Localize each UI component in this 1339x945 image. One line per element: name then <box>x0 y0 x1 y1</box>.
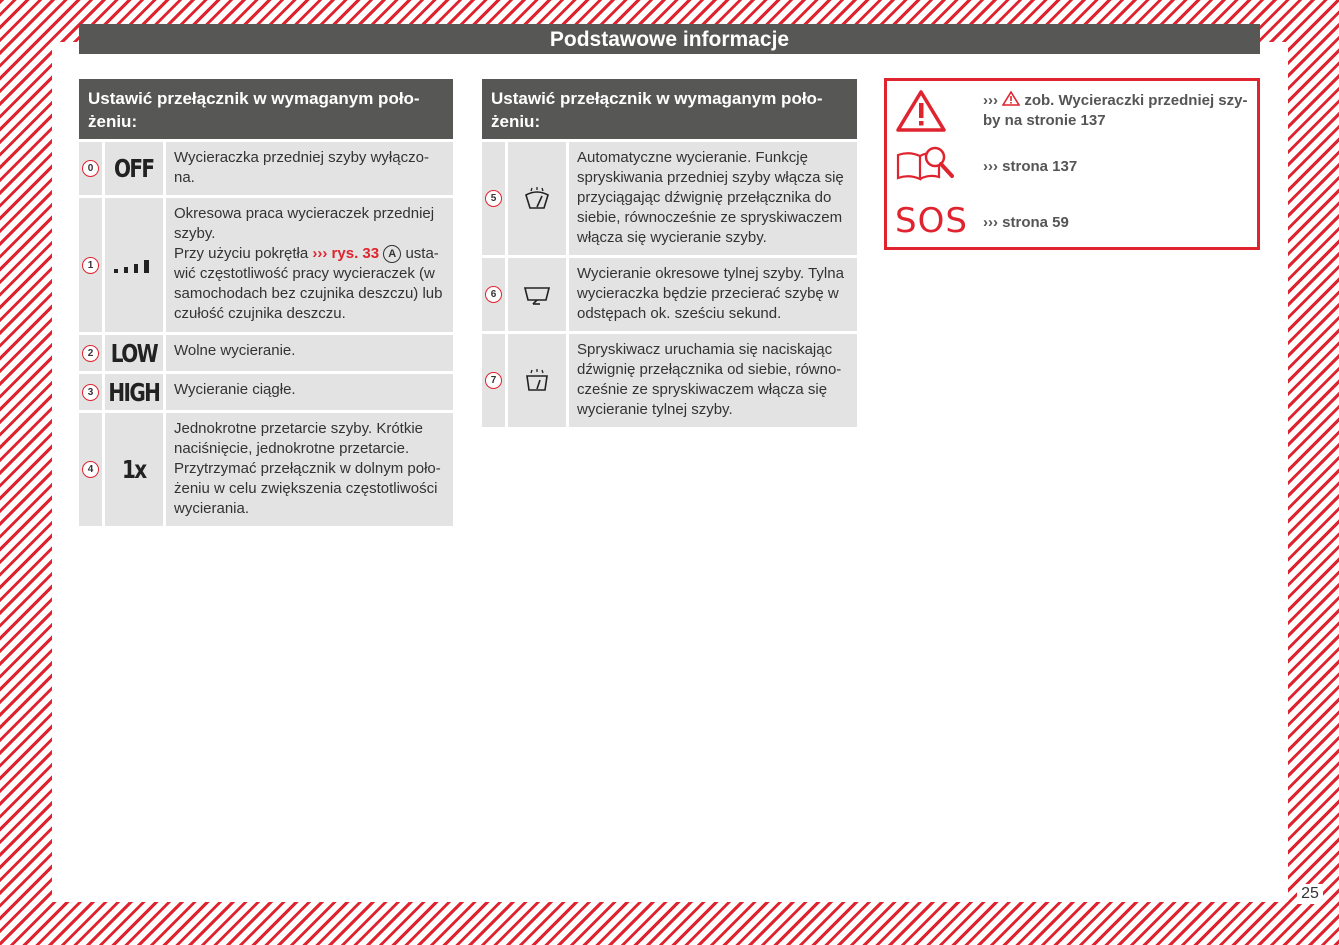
table-row <box>482 142 857 255</box>
heading-line: żeniu: <box>491 112 541 131</box>
left-column <box>79 79 453 529</box>
single-wipe-symbol: 1x <box>122 455 146 484</box>
row-number: 3 <box>82 384 99 401</box>
row-description: Wycieranie okresowe tylnej szyby. Tylna wycieraczka będzie przecierać szybę w odstępach ok. sześciu sekund. <box>569 258 857 331</box>
heading-line: żeniu: <box>88 112 138 131</box>
reference-box <box>884 78 1260 250</box>
table-row <box>482 334 857 427</box>
table-row <box>482 258 857 331</box>
heading-line: Ustawić przełącznik w wymaganym poło- <box>491 89 823 108</box>
row-number: 1 <box>82 257 99 274</box>
row-description: Okresowa praca wycieraczek przedniej szyby. Przy użyciu pokrętła ››› rys. 33 A usta-wić częstotliwość pracy wycieraczek (w samochodach bez czujnika deszczu) lub czułość czujnika deszczu. <box>166 198 453 332</box>
rear-wiper-icon <box>522 284 552 306</box>
middle-column <box>482 79 857 430</box>
table-row <box>79 142 453 195</box>
manual-book-icon <box>895 145 957 183</box>
page-title: Podstawowe informacje <box>79 24 1260 54</box>
left-column-heading <box>79 79 453 139</box>
sos-reference-text[interactable]: ››› strona 59 <box>983 214 1069 231</box>
row-description: Automatyczne wycieranie. Funkcję spryskiwania przedniej szyby włącza się przyciągając dźwignię przełącznika do siebie, równocześnie ze spryskiwaczem włącza się wycieranie szyby. <box>569 142 857 255</box>
low-symbol: LOW <box>110 338 158 368</box>
warning-reference <box>887 87 1257 137</box>
row-description: Wolne wycieranie. <box>166 335 453 371</box>
off-symbol: OFF <box>114 154 154 183</box>
callout-letter: A <box>383 245 401 263</box>
manual-reference <box>887 145 1257 185</box>
warning-reference-text[interactable]: ››› zob. Wycieraczki przedniej szy-by na stronie 137 <box>983 92 1248 129</box>
row-number: 5 <box>485 190 502 207</box>
cross-reference-link[interactable]: ››› rys. 33 <box>312 245 380 262</box>
table-row <box>79 335 453 371</box>
warning-triangle-icon <box>895 89 947 133</box>
interval-bars-icon <box>112 255 156 275</box>
row-number: 6 <box>485 286 502 303</box>
row-number: 2 <box>82 345 99 362</box>
page-number: 25 <box>1297 884 1323 904</box>
row-number: 4 <box>82 461 99 478</box>
rear-washer-icon <box>523 368 551 394</box>
manual-reference-text[interactable]: ››› strona 137 <box>983 158 1078 175</box>
heading-line: Ustawić przełącznik w wymaganym poło- <box>88 89 420 108</box>
row-number: 7 <box>485 372 502 389</box>
table-row <box>79 374 453 410</box>
table-row <box>79 198 453 332</box>
row-number: 0 <box>82 160 99 177</box>
high-symbol: HIGH <box>108 377 160 407</box>
row-description: Wycieraczka przedniej szyby wyłączo-na. <box>166 142 453 195</box>
row-description: Jednokrotne przetarcie szyby. Krótkie naciśnięcie, jednokrotne przetarcie. Przytrzymać przełącznik w dolnym poło-żeniu w celu zwiększenia częstotliwości wycierania. <box>166 413 453 526</box>
row-description: Wycieranie ciągłe. <box>166 374 453 410</box>
sos-reference <box>887 201 1257 241</box>
middle-column-heading <box>482 79 857 139</box>
table-row <box>79 413 453 526</box>
front-washer-icon <box>523 186 551 212</box>
sos-icon: SOS <box>895 201 968 241</box>
row-description: Spryskiwacz uruchamia się naciskając dźwignię przełącznika od siebie, równo-cześnie ze spryskiwaczem włącza się wycieranie tylnej szyby. <box>569 334 857 427</box>
small-warning-icon <box>1002 91 1020 106</box>
